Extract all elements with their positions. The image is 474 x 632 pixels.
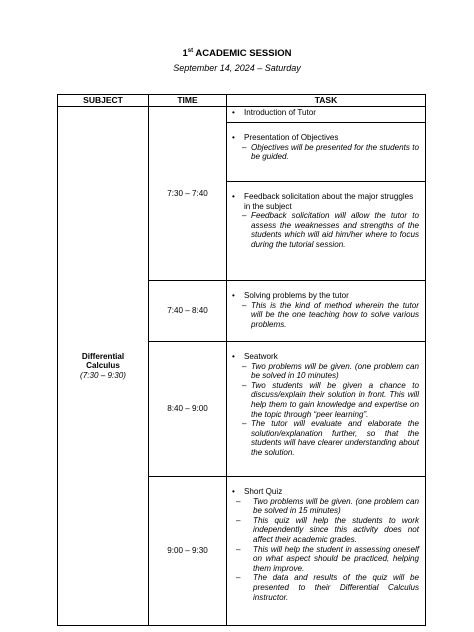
schedule-table xyxy=(57,94,426,626)
task-quiz: • Short Quiz xyxy=(227,487,419,497)
header-subject: SUBJECT xyxy=(58,95,149,107)
time-cell: 9:00 – 9:30 xyxy=(149,477,227,626)
title-text: ACADEMIC SESSION xyxy=(193,48,292,60)
task-cell xyxy=(227,123,426,182)
task-cell xyxy=(227,107,426,123)
task-seatwork-detail: – The tutor will evaluate and elaborate the solution/explanation further, so that the students will have clearer understanding about the solution. xyxy=(227,419,419,457)
task-quiz-detail: – This will help the student in assessing oneself on what aspect should be practiced, helping them improve. xyxy=(227,545,419,574)
task-intro: • Introduction of Tutor xyxy=(227,108,419,118)
header-task: TASK xyxy=(227,95,426,107)
task-feedback-detail: – Feedback solicitation will allow the tutor to assess the weaknesses and strengths of the students which will aid him/her where to focus during the tutorial session. xyxy=(227,211,419,249)
session-date: September 14, 2024 – Saturday xyxy=(173,63,301,73)
task-objectives: • Presentation of Objectives xyxy=(227,133,419,143)
task-quiz-detail: – Two problems will be given. (one problem can be solved in 15 minutes) xyxy=(227,497,419,516)
table-row xyxy=(58,107,426,123)
time-cell: 8:40 – 9:00 xyxy=(149,342,227,477)
task-cell xyxy=(227,182,426,281)
subject-cell xyxy=(58,107,149,626)
title-ordinal-suffix: st xyxy=(187,48,194,54)
subject-name: Differential Calculus xyxy=(81,351,125,371)
task-seatwork-detail: – Two problems will be given. (one problem can be solved in 10 minutes) xyxy=(227,362,419,381)
table-header-row xyxy=(58,95,426,107)
title-prefix: 1 xyxy=(182,48,188,60)
task-solving: • Solving problems by the tutor xyxy=(227,291,419,301)
subject-time-range: (7:30 – 9:30) xyxy=(80,370,126,380)
task-quiz-detail: – The data and results of the quiz will be presented to their Differential Calculus instructor. xyxy=(227,573,419,602)
header-time: TIME xyxy=(149,95,227,107)
task-cell xyxy=(227,281,426,342)
document-title xyxy=(0,48,474,59)
task-cell xyxy=(227,477,426,626)
task-quiz-detail: – This quiz will help the students to work independently since this activity does not affect their academic grades. xyxy=(227,516,419,545)
task-solving-detail: – This is the kind of method wherein the tutor will be the one teaching how to solve various problems. xyxy=(227,301,419,330)
task-seatwork-detail: – Two students will be given a chance to discuss/explain their solution in front. This will help them to gain knowledge and expertise on the topic through “peer learning”. xyxy=(227,381,419,419)
time-cell: 7:40 – 8:40 xyxy=(149,281,227,342)
time-cell: 7:30 – 7:40 xyxy=(149,107,227,281)
task-cell xyxy=(227,342,426,477)
task-feedback: • Feedback solicitation about the major struggles in the subject xyxy=(227,192,419,211)
task-objectives-detail: – Objectives will be presented for the students to be guided. xyxy=(227,143,419,162)
task-seatwork: • Seatwork xyxy=(227,352,419,362)
